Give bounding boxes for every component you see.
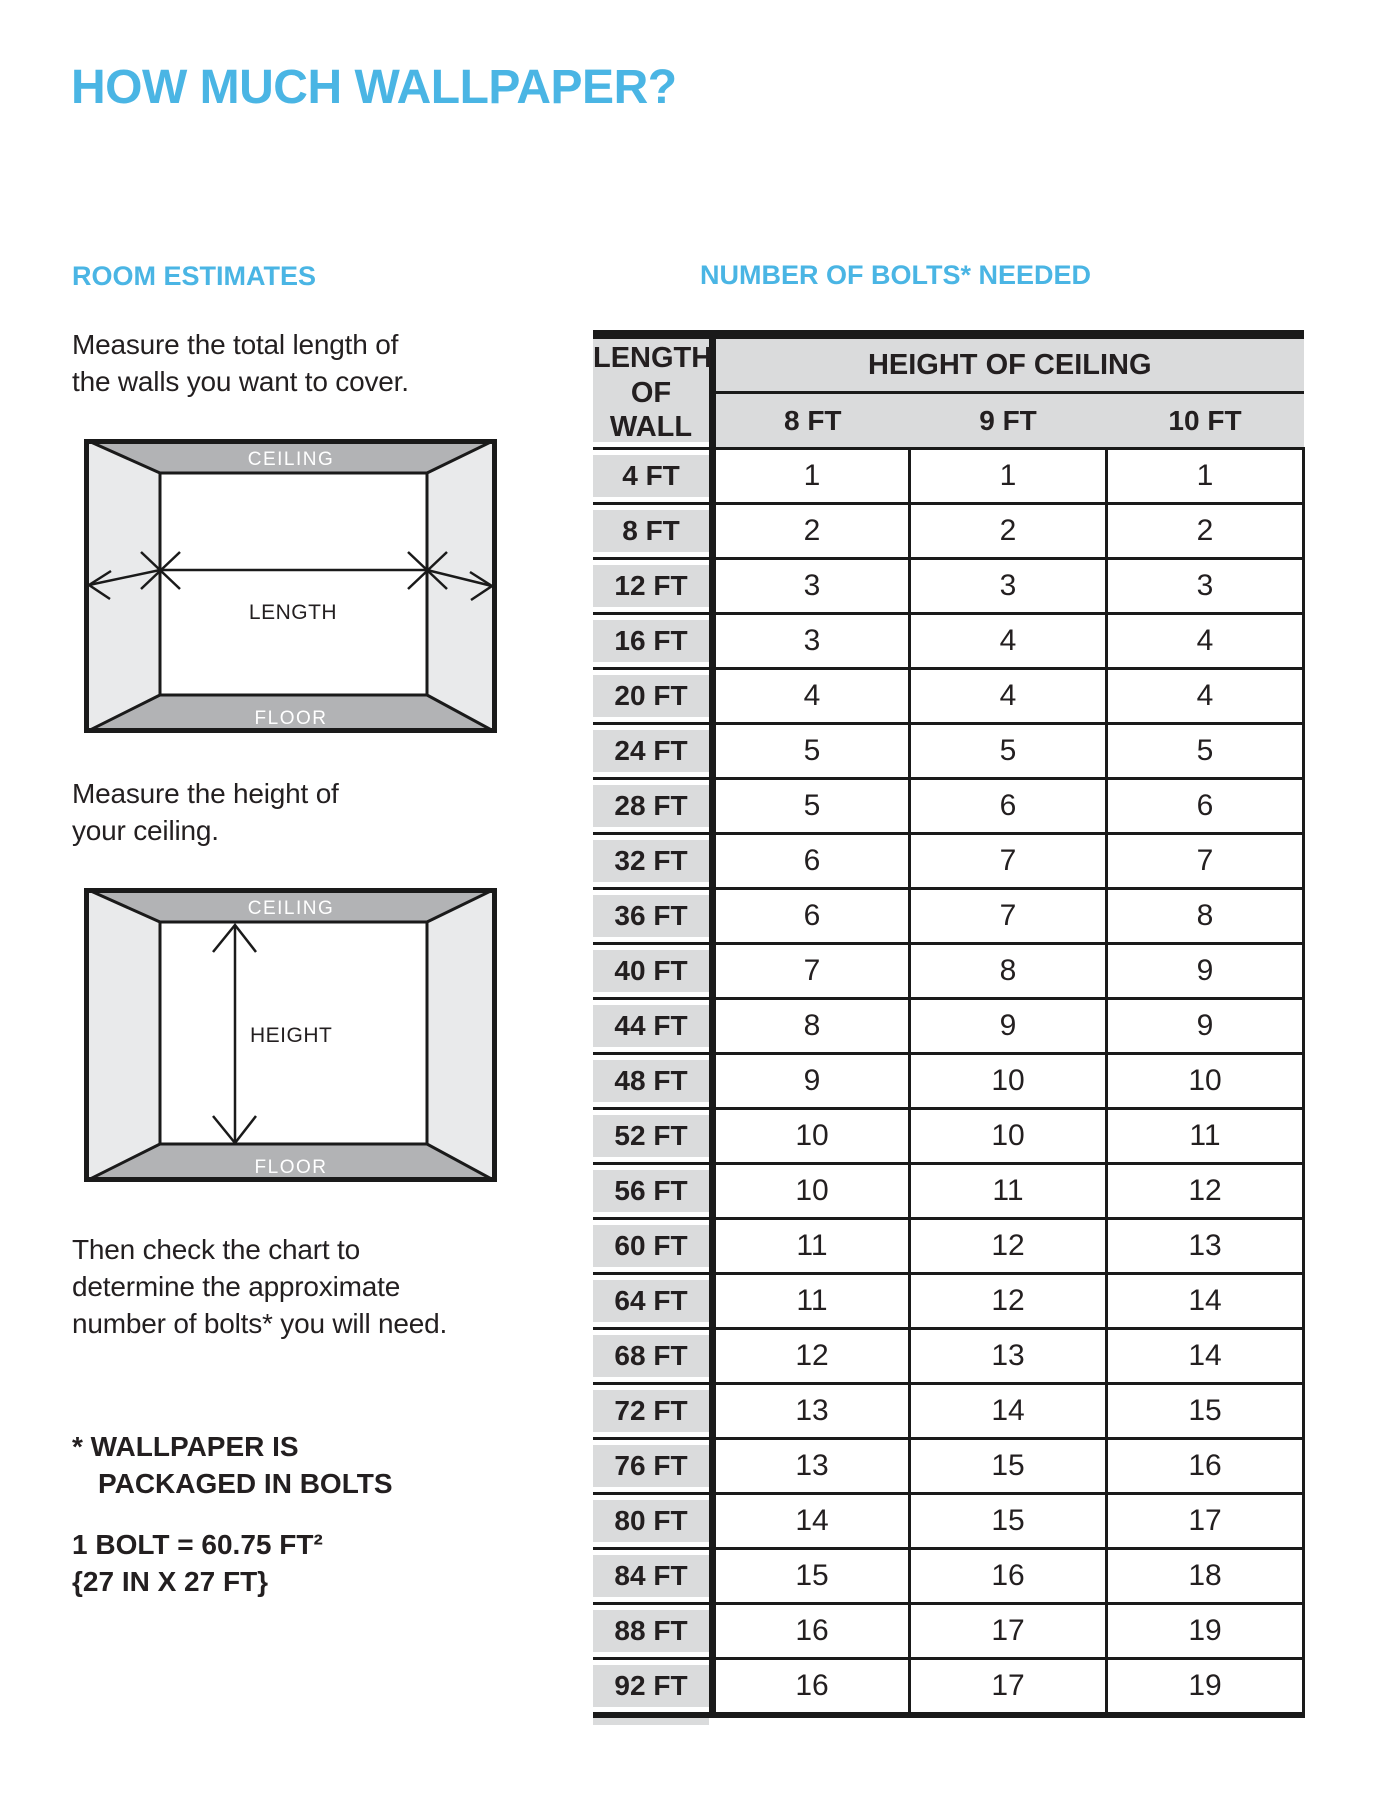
bolt-count-cell: 14 [713, 1494, 910, 1549]
bolt-count-cell: 10 [713, 1109, 910, 1164]
bolt-count-cell: 8 [1107, 889, 1304, 944]
left-wall-surface [84, 439, 160, 733]
step3-line2: determine the approximate [72, 1271, 401, 1302]
table-row [593, 1439, 1304, 1494]
bolt-size-line1: 1 BOLT = 60.75 FT² [72, 1529, 323, 1560]
bolt-count-cell: 15 [713, 1549, 910, 1604]
footnote-line2: PACKAGED IN BOLTS [98, 1468, 393, 1499]
table-row [593, 889, 1304, 944]
bolt-count-cell: 12 [1107, 1164, 1304, 1219]
length-of-wall-line2: OF WALL [609, 376, 693, 444]
bolt-count-cell: 7 [910, 889, 1107, 944]
bolt-count-cell: 6 [713, 834, 910, 889]
bolt-count-cell: 9 [910, 999, 1107, 1054]
table-row [593, 1384, 1304, 1439]
bolt-count-cell: 6 [1107, 779, 1304, 834]
bolt-count-cell: 1 [713, 449, 910, 504]
wall-length-label: 52 FT [593, 1109, 713, 1164]
bolt-count-cell: 4 [910, 614, 1107, 669]
bolt-count-cell: 12 [910, 1274, 1107, 1329]
wall-length-label: 24 FT [593, 724, 713, 779]
bolt-count-cell: 1 [1107, 449, 1304, 504]
step2-line2: your ceiling. [72, 815, 219, 846]
table-row [593, 944, 1304, 999]
wall-length-label: 44 FT [593, 999, 713, 1054]
table-row [593, 1549, 1304, 1604]
bolt-count-cell: 9 [713, 1054, 910, 1109]
room-estimates-heading: ROOM ESTIMATES [72, 261, 317, 291]
bolt-count-cell: 8 [910, 944, 1107, 999]
right-wall-surface [427, 888, 497, 1182]
step3-text [72, 1231, 447, 1342]
bolt-count-cell: 9 [1107, 999, 1304, 1054]
bolt-count-cell: 6 [713, 889, 910, 944]
table-row [593, 1054, 1304, 1109]
bolt-table-head [593, 335, 1304, 449]
step2-text [72, 775, 339, 849]
ceiling-label: CEILING [247, 898, 335, 919]
table-row [593, 449, 1304, 504]
right-wall-surface [427, 439, 497, 733]
bolt-count-cell: 5 [1107, 724, 1304, 779]
wall-length-label: 64 FT [593, 1274, 713, 1329]
bolt-count-cell: 17 [910, 1604, 1107, 1659]
step1-line2: the walls you want to cover. [72, 366, 409, 397]
bolt-count-cell: 7 [713, 944, 910, 999]
step1-line1: Measure the total length of [72, 329, 399, 360]
table-row [593, 1494, 1304, 1549]
wall-length-label: 36 FT [593, 889, 713, 944]
bolt-count-cell: 1 [910, 449, 1107, 504]
room-height-diagram [84, 888, 497, 1182]
floor-label: FLOOR [254, 1157, 328, 1178]
bolt-count-cell: 19 [1107, 1604, 1304, 1659]
wall-length-label: 4 FT [593, 449, 713, 504]
column-header-8ft: 8 FT [713, 393, 910, 449]
bolt-count-cell: 4 [713, 669, 910, 724]
bolt-count-cell: 4 [1107, 614, 1304, 669]
bolt-count-cell: 14 [910, 1384, 1107, 1439]
bolt-count-cell: 3 [910, 559, 1107, 614]
bolt-count-cell: 10 [1107, 1054, 1304, 1109]
table-row [593, 614, 1304, 669]
bolt-count-cell: 11 [1107, 1109, 1304, 1164]
bolt-count-cell: 3 [713, 559, 910, 614]
bolt-count-cell: 16 [910, 1549, 1107, 1604]
bolt-count-cell: 13 [713, 1439, 910, 1494]
bolt-count-cell: 5 [713, 724, 910, 779]
bolt-table [593, 330, 1305, 1718]
back-wall [160, 473, 427, 695]
bolt-count-cell: 3 [713, 614, 910, 669]
wall-length-label: 92 FT [593, 1659, 713, 1716]
length-dimension-label: LENGTH [248, 601, 338, 624]
bolt-count-cell: 15 [1107, 1384, 1304, 1439]
table-row [593, 1329, 1304, 1384]
bolt-count-cell: 15 [910, 1439, 1107, 1494]
bolts-needed-heading: NUMBER OF BOLTS* NEEDED [700, 260, 1092, 290]
table-row [593, 1164, 1304, 1219]
bolt-count-cell: 10 [910, 1109, 1107, 1164]
bolt-table-container [593, 330, 1305, 1725]
table-row [593, 1274, 1304, 1329]
bolt-count-cell: 12 [713, 1329, 910, 1384]
wall-length-label: 72 FT [593, 1384, 713, 1439]
page-title: HOW MUCH WALLPAPER? [71, 61, 677, 114]
bolt-count-cell: 10 [910, 1054, 1107, 1109]
wall-length-label: 60 FT [593, 1219, 713, 1274]
bolt-count-cell: 4 [1107, 669, 1304, 724]
bolt-count-cell: 10 [713, 1164, 910, 1219]
bolt-count-cell: 2 [1107, 504, 1304, 559]
label-column-bottom-strip [593, 1718, 709, 1725]
column-header-10ft: 10 FT [1107, 393, 1304, 449]
bolt-count-cell: 11 [713, 1219, 910, 1274]
wall-length-label: 56 FT [593, 1164, 713, 1219]
bolt-count-cell: 19 [1107, 1659, 1304, 1716]
step2-line1: Measure the height of [72, 778, 339, 809]
bolt-count-cell: 11 [713, 1274, 910, 1329]
bolt-count-cell: 7 [1107, 834, 1304, 889]
wall-length-label: 8 FT [593, 504, 713, 559]
wall-length-label: 76 FT [593, 1439, 713, 1494]
bolt-count-cell: 17 [910, 1659, 1107, 1716]
footnote-line1: * WALLPAPER IS [72, 1431, 299, 1462]
table-row [593, 504, 1304, 559]
bolt-count-cell: 14 [1107, 1274, 1304, 1329]
left-wall-surface [84, 888, 160, 1182]
wall-length-label: 12 FT [593, 559, 713, 614]
wall-length-label: 40 FT [593, 944, 713, 999]
bolt-count-cell: 3 [1107, 559, 1304, 614]
step3-line1: Then check the chart to [72, 1234, 361, 1265]
wall-length-label: 80 FT [593, 1494, 713, 1549]
height-dimension-label: HEIGHT [250, 1024, 333, 1047]
step1-text [72, 326, 409, 400]
table-row [593, 1219, 1304, 1274]
bolt-count-cell: 13 [713, 1384, 910, 1439]
table-row [593, 669, 1304, 724]
wallpaper-bolts-footnote [72, 1428, 393, 1502]
bolt-count-cell: 11 [910, 1164, 1107, 1219]
table-row [593, 999, 1304, 1054]
bolt-count-cell: 16 [1107, 1439, 1304, 1494]
bolt-count-cell: 16 [713, 1659, 910, 1716]
wall-length-label: 88 FT [593, 1604, 713, 1659]
bolt-size-line2: {27 IN X 27 FT} [72, 1566, 269, 1597]
bolt-count-cell: 9 [1107, 944, 1304, 999]
ceiling-label: CEILING [247, 449, 335, 470]
wall-length-label: 20 FT [593, 669, 713, 724]
step3-line3: number of bolts* you will need. [72, 1308, 448, 1339]
bolt-count-cell: 14 [1107, 1329, 1304, 1384]
bolt-count-cell: 6 [910, 779, 1107, 834]
bolt-count-cell: 4 [910, 669, 1107, 724]
bolt-count-cell: 8 [713, 999, 910, 1054]
table-row [593, 834, 1304, 889]
wall-length-label: 68 FT [593, 1329, 713, 1384]
floor-label: FLOOR [254, 708, 328, 729]
bolt-count-cell: 17 [1107, 1494, 1304, 1549]
room-length-diagram [84, 439, 497, 733]
bolt-count-cell: 5 [713, 779, 910, 834]
bolt-count-cell: 7 [910, 834, 1107, 889]
bolt-count-cell: 13 [910, 1329, 1107, 1384]
length-of-wall-header [593, 335, 713, 449]
wall-length-label: 28 FT [593, 779, 713, 834]
wall-length-label: 16 FT [593, 614, 713, 669]
bolt-count-cell: 16 [713, 1604, 910, 1659]
table-row [593, 1604, 1304, 1659]
table-row [593, 559, 1304, 614]
bolt-count-cell: 2 [713, 504, 910, 559]
wall-length-label: 32 FT [593, 834, 713, 889]
bolt-count-cell: 18 [1107, 1549, 1304, 1604]
height-of-ceiling-header: HEIGHT OF CEILING [713, 335, 1304, 393]
bolt-count-cell: 15 [910, 1494, 1107, 1549]
table-row [593, 724, 1304, 779]
table-row [593, 1659, 1304, 1716]
wall-length-label: 84 FT [593, 1549, 713, 1604]
bolt-count-cell: 13 [1107, 1219, 1304, 1274]
bolt-table-body [593, 449, 1304, 1716]
wall-length-label: 48 FT [593, 1054, 713, 1109]
bolt-count-cell: 12 [910, 1219, 1107, 1274]
bolt-count-cell: 2 [910, 504, 1107, 559]
length-of-wall-line1: LENGTH [593, 341, 713, 374]
table-row [593, 779, 1304, 834]
column-header-9ft: 9 FT [910, 393, 1107, 449]
bolt-count-cell: 5 [910, 724, 1107, 779]
table-row [593, 1109, 1304, 1164]
bolt-size-note [72, 1526, 323, 1600]
